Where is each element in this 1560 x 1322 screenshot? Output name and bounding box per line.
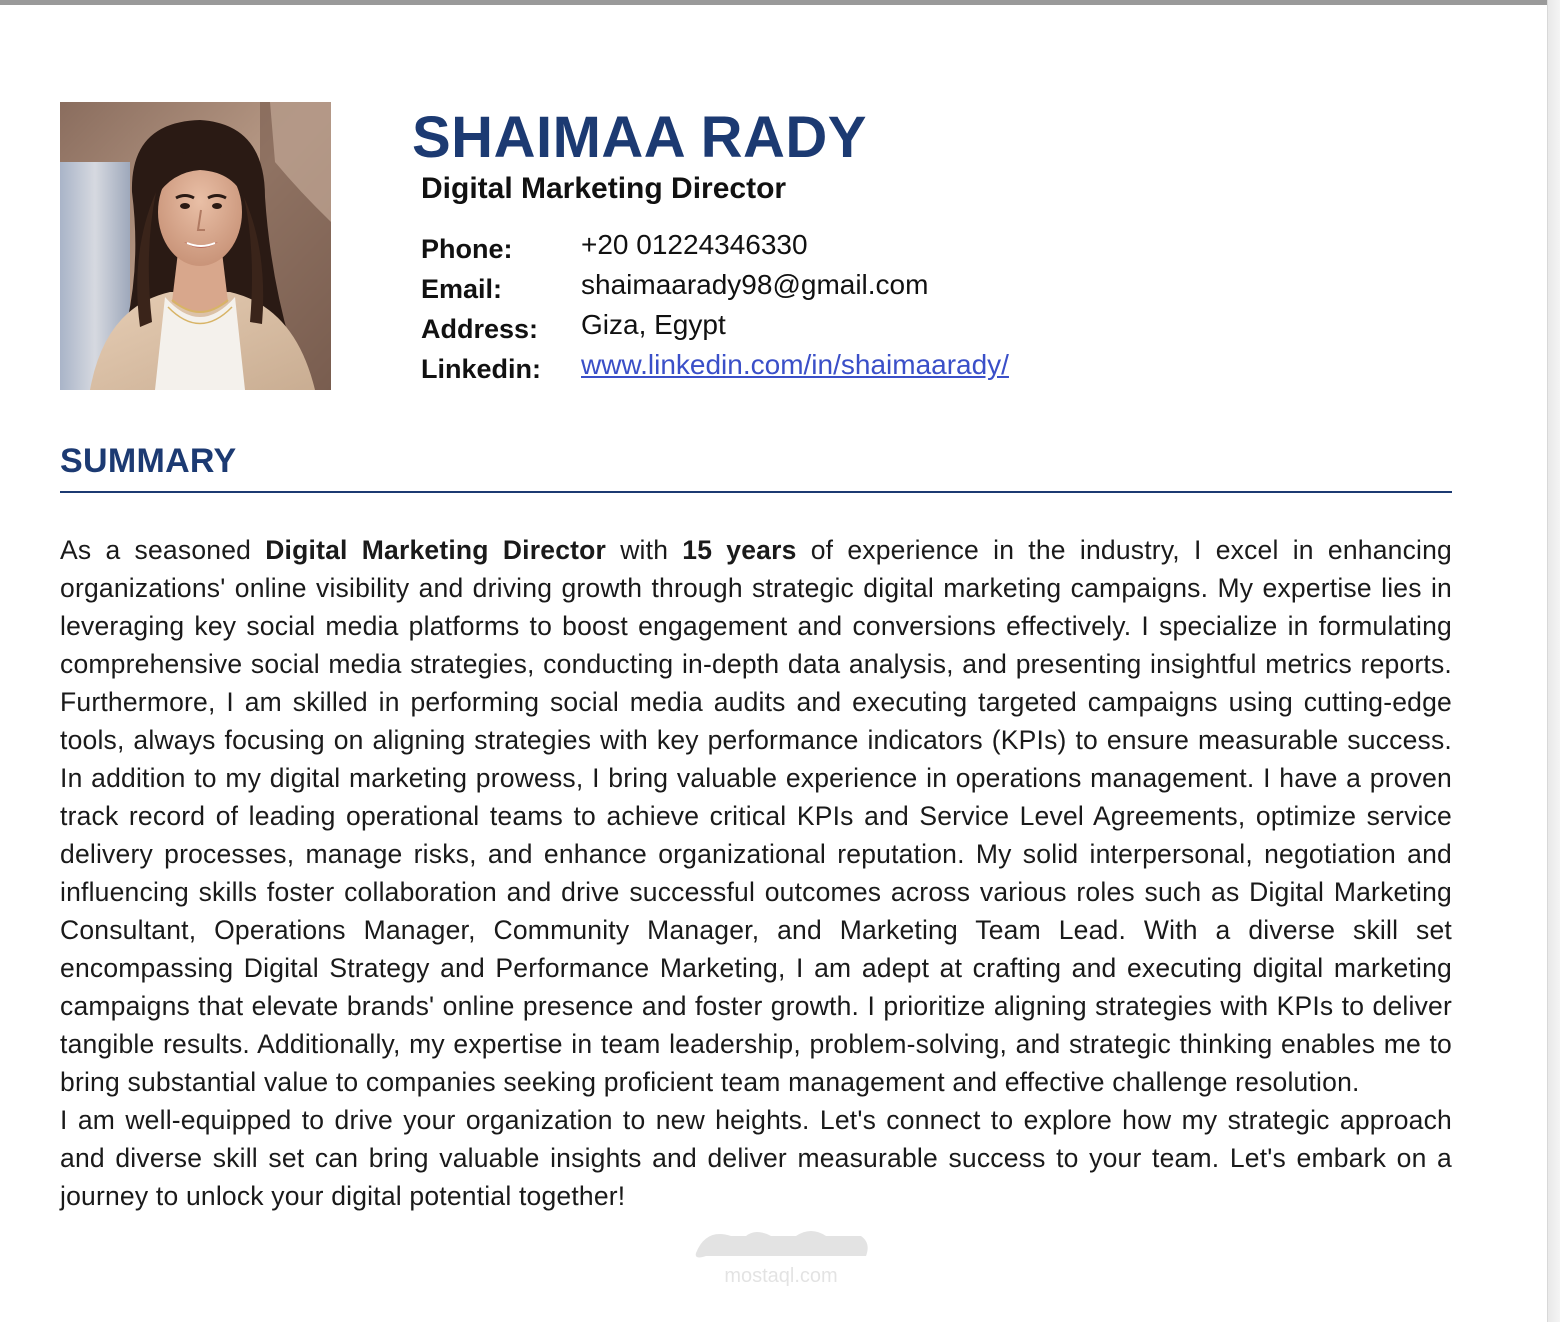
summary-body xyxy=(60,531,1452,1215)
summary-highlight-years: 15 years xyxy=(682,535,797,565)
watermark-text: mostaql.com xyxy=(724,1265,838,1287)
linkedin-link[interactable]: www.linkedin.com/in/shaimaarady/ xyxy=(581,349,1009,380)
linkedin-label: Linkedin: xyxy=(421,354,541,384)
mostaql-watermark xyxy=(686,1218,876,1288)
candidate-name: SHAIMAA RADY xyxy=(412,105,867,170)
scrollbar-track[interactable] xyxy=(1547,0,1560,1322)
address-label: Address: xyxy=(421,314,539,344)
summary-text: of experience in the industry, I excel in enhancing organizations' online visibility and driving growth through strategic digital marketing campaigns. My expertise lies in leveraging key social media platforms to boost engagement and conversions effectively. I specialize in formulating comprehensive social media strategies, conducting in-depth data analysis, and presenting insightful metrics reports. Furthermore, I am skilled in performing social media audits and executing targeted campaigns using cutting-edge tools, always focusing on aligning strategies with key performance indicators (KPIs) to ensure measurable success. In addition to my digital marketing prowess, I bring valuable experience in operations management. I have a proven track record of leading operational teams to achieve critical KPIs and Service Level Agreements, optimize service delivery processes, manage risks, and enhance organizational reputation. My solid interpersonal, negotiation and influencing skills foster collaboration and drive successful outcomes across various roles such as Digital Marketing Consultant, Operations Manager, Community Manager, and Marketing Team Lead. With a diverse skill set encompassing Digital Strategy and Performance Marketing, I am adept at crafting and executing digital marketing campaigns that elevate brands' online presence and foster growth. I prioritize aligning strategies with KPIs to deliver tangible results. Additionally, my expertise in team leadership, problem-solving, and strategic thinking enables me to bring substantial value to companies seeking proficient team management and effective challenge resolution. xyxy=(60,535,1452,1097)
phone-label: Phone: xyxy=(421,234,513,264)
summary-highlight-role: Digital Marketing Director xyxy=(265,535,607,565)
email-value: shaimaarady98@gmail.com xyxy=(581,269,929,300)
summary-text: with xyxy=(606,535,683,565)
summary-heading: SUMMARY xyxy=(60,442,237,480)
linkedin-value-wrapper xyxy=(581,349,1009,381)
summary-divider xyxy=(60,491,1452,493)
summary-text: As a seasoned xyxy=(60,535,266,565)
window-top-border xyxy=(0,0,1560,5)
address-value: Giza, Egypt xyxy=(581,309,726,340)
summary-paragraph-1 xyxy=(60,531,1452,1101)
phone-value: +20 01224346330 xyxy=(581,229,808,260)
profile-photo xyxy=(60,102,331,390)
summary-paragraph-2: I am well-equipped to drive your organization to new heights. Let's connect to explore how my strategic approach and diverse skill set can bring valuable insights and deliver measurable success to your team. Let's embark on a journey to unlock your digital potential together! xyxy=(60,1105,1452,1211)
candidate-role: Digital Marketing Director xyxy=(421,172,787,205)
email-label: Email: xyxy=(421,274,503,304)
